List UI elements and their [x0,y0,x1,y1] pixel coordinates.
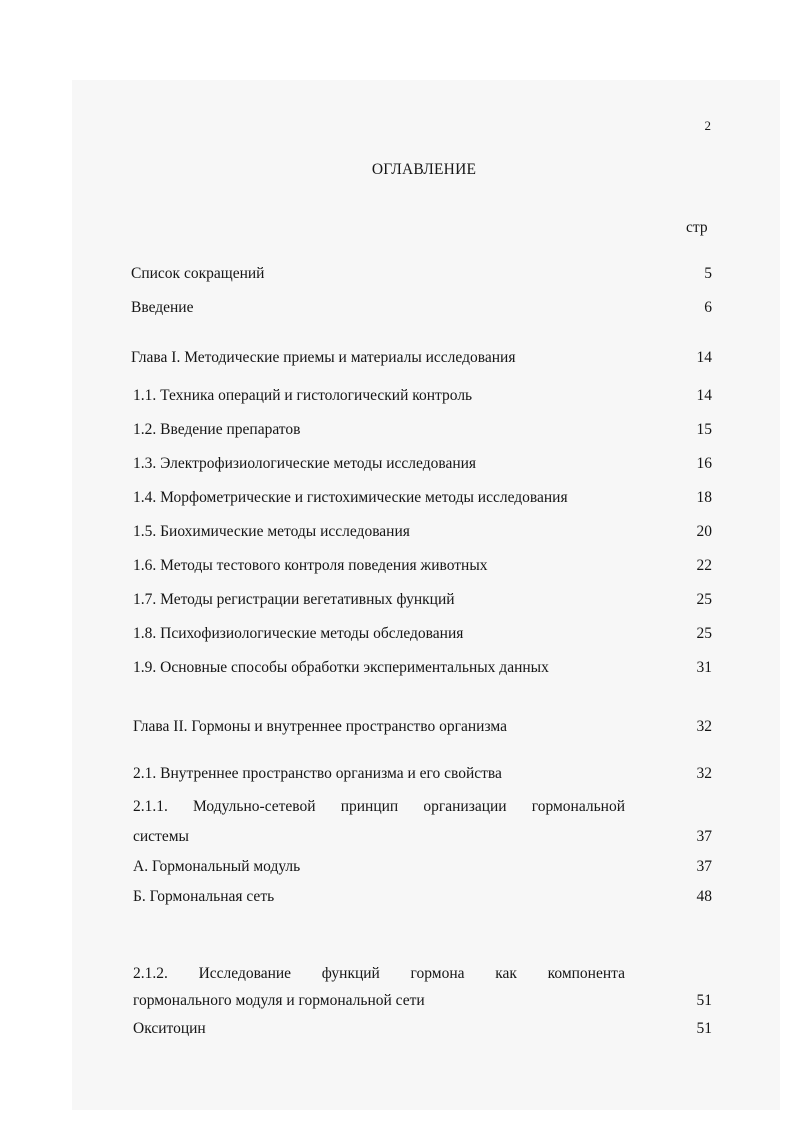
toc-entry: 1.2. Введение препаратов [133,421,301,438]
toc-entry: 1.6. Методы тестового контроля поведения животных [133,557,488,574]
toc-page: 14 [696,387,712,404]
toc-entry: Список сокращений [131,265,265,282]
toc-page: 37 [696,828,712,845]
toc-chapter: Глава II. Гормоны и внутреннее пространство организма [133,718,507,735]
toc-page: 37 [696,858,712,875]
page-title: ОГЛАВЛЕНИЕ [371,161,477,178]
toc-page: 22 [696,557,712,574]
toc-page: 14 [696,349,712,366]
toc-page: 25 [696,591,712,608]
toc-page: 18 [696,489,712,506]
toc-entry: 1.1. Техника операций и гистологический контроль [133,387,473,404]
toc-chapter: Глава I. Методические приемы и материалы исследования [131,349,516,366]
toc-page: 32 [696,718,712,735]
toc-page: 32 [696,765,712,782]
toc-page: 51 [696,992,712,1009]
toc-page: 31 [696,659,712,676]
toc-entry: 1.5. Биохимические методы исследования [133,523,410,540]
toc-entry: Окситоцин [133,1020,206,1037]
toc-entry: 1.4. Морфометрические и гистохимические методы исследования [133,489,568,506]
toc-entry-line2: системы [133,828,189,845]
toc-page: 5 [704,265,712,282]
toc-page: 20 [696,523,712,540]
toc-entry: 1.7. Методы регистрации вегетативных функций [133,591,455,608]
toc-page: 51 [696,1020,712,1037]
toc-page: 48 [696,888,712,905]
toc-entry-line2: гормонального модуля и гормональной сети [133,992,425,1009]
toc-entry: 1.3. Электрофизиологические методы исследования [133,455,477,472]
toc-entry: Введение [131,299,194,316]
toc-entry-line1: 2.1.2. Исследование функций гормона как компонента [133,965,625,982]
toc-entry: 1.8. Психофизиологические методы обследования [133,625,464,642]
toc-page: 15 [696,421,712,438]
toc-entry: 1.9. Основные способы обработки экспериментальных данных [133,659,549,676]
toc-entry: А. Гормональный модуль [133,858,301,875]
toc-entry: Б. Гормональная сеть [133,888,275,905]
page-number: 2 [704,118,711,133]
toc-page: 25 [696,625,712,642]
toc-entry: 2.1. Внутреннее пространство организма и его свойства [133,765,502,782]
toc-entry-line1: 2.1.1. Модульно-сетевой принцип организации гормональной [133,798,625,815]
toc-page: 6 [704,299,712,316]
page-column-label: стр [686,219,708,236]
toc-page: 16 [696,455,712,472]
